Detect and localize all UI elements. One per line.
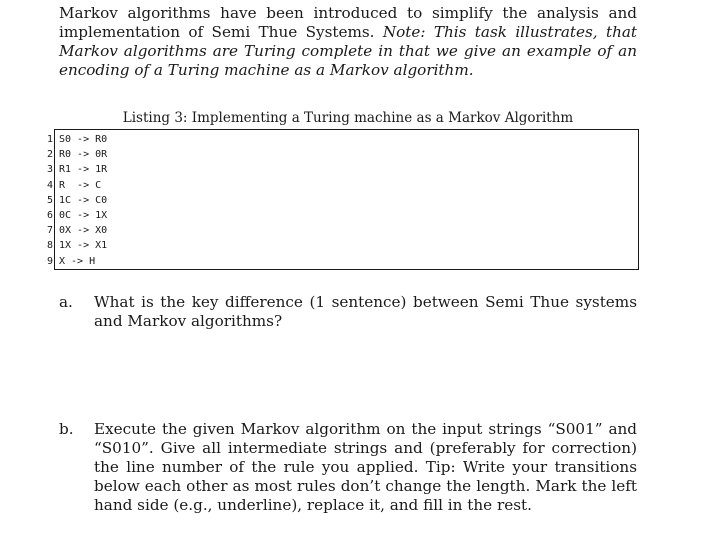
code-line: 1X -> X1: [59, 240, 108, 252]
line-number: 1: [46, 134, 53, 145]
question-a: [59, 293, 637, 331]
intro-note-text: Note: This task illustrates, that Markov algorithms are Turing complete in that we give an example of an encoding of a Turing machine as a Markov algorithm.: [59, 23, 638, 79]
intro-paragraph: [59, 4, 637, 80]
line-number: 6: [46, 210, 53, 221]
code-line: 0C -> 1X: [59, 210, 108, 221]
intro-main-text: Markov algorithms have been introduced to simplify the analysis and implementation of Semi Thue Systems.: [59, 4, 637, 41]
code-line: X -> H: [59, 255, 96, 267]
code-line: 0X -> X0: [59, 225, 108, 237]
question-b-text: Execute the given Markov algorithm on the input strings “S001” and “S010”. Give all intermediate strings and (preferably for correction) the line number of the rule you applied. Tip: Write your transitions below each other as most rules don’t change the length. Mark the left hand side (e.g., underline), replace it, and fill in the rest.: [94, 420, 637, 514]
code-line: R -> C: [59, 179, 102, 191]
line-number: 3: [46, 164, 53, 176]
code-line: R1 -> 1R: [59, 164, 108, 176]
line-number: 2: [46, 149, 53, 161]
line-number: 8: [46, 240, 53, 252]
listing-caption: Listing 3: Implementing a Turing machine as a Markov Algorithm: [122, 110, 574, 126]
question-b: [59, 420, 637, 515]
line-number: 4: [46, 179, 53, 191]
code-line: S0 -> R0: [59, 134, 108, 145]
line-number: 9: [46, 255, 53, 267]
code-listing: [46, 129, 639, 270]
code-line: 1C -> C0: [59, 194, 108, 206]
line-number: 5: [46, 194, 53, 206]
question-a-label: a.: [59, 293, 73, 311]
line-number: 7: [46, 225, 53, 237]
code-line: R0 -> 0R: [59, 149, 108, 161]
question-b-label: b.: [59, 420, 74, 438]
question-a-text: What is the key difference (1 sentence) between Semi Thue systems and Markov algorithms?: [94, 293, 637, 330]
